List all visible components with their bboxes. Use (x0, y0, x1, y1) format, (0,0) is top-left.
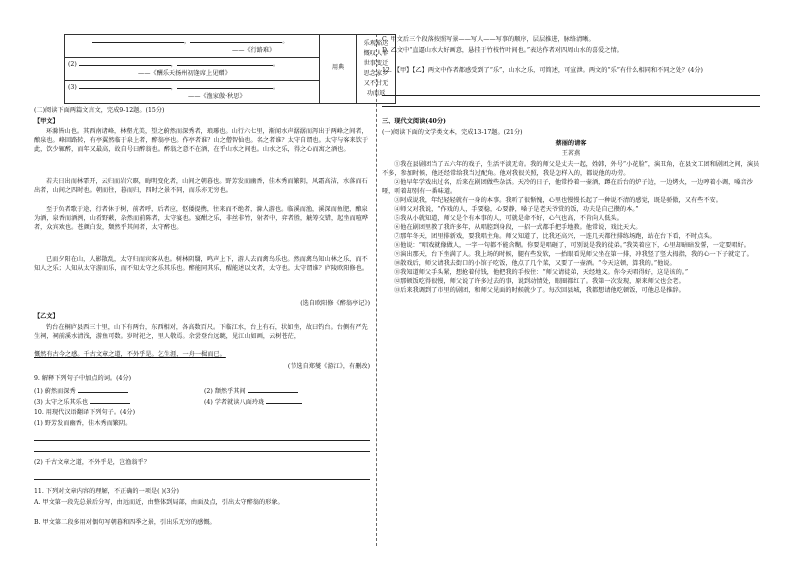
jia-paragraph-3: 至于负者歌于途，行者休于树，前者呼，后者应，伛偻提携，往来而不绝者，滁人游也。临溪而渔，溪深而鱼肥，酿泉为酒，泉香而酒洌，山肴野蔌，杂然而前陈者，太守宴也。宴酣之乐，非丝非竹，射者中，弈者胜，觥筹交错，起坐而喧哗者，众宾欢也。苍颜白发，颓然乎其间者，太守醉也。 (34, 206, 369, 231)
q9-2: (2) 颓然乎其间 (204, 386, 370, 397)
answer-blank[interactable] (78, 386, 128, 393)
answer-blank[interactable] (248, 386, 298, 393)
q9-3: (3) 太守之乐其乐也 (34, 397, 204, 408)
q11-option-c[interactable]: C. 甲文后三个段落按照写景——写人——写事的顺序，层层推进，脉络清晰。 (382, 36, 595, 43)
story-paragraph: ⑫那顿饭吃得很慢，师父说了许多过去的事，说到动情处，眼圈都红了。我第一次发现，原来师父也会老。 (394, 277, 685, 285)
jia-paragraph-4: 已而夕阳在山，人影散乱，太守归而宾客从也。树林阴翳，鸣声上下，游人去而禽鸟乐也。然而禽鸟知山林之乐，而不知人之乐；人知从太守游而乐，而不知太守之乐其乐也。醉能同其乐，醒能述以文者，太守也。太守谓谁？庐陵欧阳修也。 (34, 256, 369, 272)
middle-label: 用典 (320, 35, 357, 104)
story-paragraph: ④师父对我说，“作戏的人，手要稳，心要静，嗓子是老天爷赏的饭，功夫是自己攒的本。” (394, 205, 639, 213)
story-author: 王茗燕 (561, 150, 581, 157)
story-paragraph: ⑧他说：“唱戏就像做人，一字一句都不能含糊。你要是唱砸了，可别说是我的徒弟。”我笑着应下，心里却暗暗发誓，一定要唱好。 (394, 241, 750, 249)
row1-content: ， 。 ——《行路难》 (89, 35, 320, 58)
jia-paragraph-1: 环滁皆山也。其西南诸峰，林壑尤美，望之蔚然而深秀者，琅琊也。山行六七里，渐闻水声潺潺而泻出于两峰之间者，酿泉也。峰回路转，有亭翼然临于泉上者，醉翁亭也。作亭者谁？山之僧智仙也。名之者谁？太守自谓也。太守与客来饮于此，饮少辄醉，而年又最高，故自号曰醉翁也。醉翁之意不在酒，在乎山水之间也。山水之乐，得之心而寓之酒也。 (34, 128, 369, 153)
jia-paragraph-2: 若夫日出而林霏开，云归而岩穴暝，晦明变化者，山间之朝暮也。野芳发而幽香，佳木秀而繁阴，风霜高洁，水落而石出者，山间之四时也。朝而往，暮而归，四时之景不同，而乐亦无穷也。 (34, 178, 368, 194)
story-paragraph: ⑪我知道师父手头紧，想抢着付钱，他把我的手按住：“师父请徒弟，天经地义。你今天唱得好，这是该的。” (394, 268, 689, 276)
jia-source: (选自欧阳修《醉翁亭记》) (300, 300, 370, 307)
q11-option-a[interactable]: A. 甲文第一段先总景后分写，由远而近，由整体到局部，由面及点，引出太守醉翁的形象。 (34, 499, 284, 506)
row3-source: ——《渔家傲·秋思》 (188, 92, 246, 100)
story-paragraph: ⑩散戏后，师父请我去街口的小馆子吃饭，他点了几个菜，又要了一壶酒。“今天这顿，算我的。”他说。 (394, 259, 676, 267)
row2-source: ——《酬乐天扬州初逢席上见赠》 (138, 69, 231, 77)
section3-sub1: (一)阅读下面的文学类文本，完成13-17题。(21分) (382, 129, 523, 136)
story-paragraph: ⑬后来我调到了市里的剧团，和师父见面的时候就少了。每次回县城，我都想请他吃顿饭，可他总是推辞。 (394, 286, 685, 294)
q11-option-b[interactable]: B. 甲文第二段多用对偶句写朝暮和四季之景，引出乐无穷的感慨。 (34, 519, 216, 526)
answer-line[interactable] (382, 100, 760, 107)
q9-4: (4) 学者就读八面玲珑 (204, 397, 370, 408)
jia-label: 【甲文】 (34, 118, 59, 125)
yi-paragraph-1: 钓台在桐庐县西三十里，山下有两台，东西相对，各高数百尺。下临江水，台上有石，状如坐，故曰钓台。台侧有严先生祠，祠前溪水清浅，游鱼可数。岁时祀之，里人敬焉。余尝登台远眺，见江山如画，云树苍茫， (34, 324, 368, 340)
section3-title: 三、现代文阅读(40分) (382, 118, 446, 125)
yi-label: 【乙文】 (34, 313, 59, 320)
answer-line[interactable] (34, 473, 370, 480)
section2-title: (二)阅读下面两篇文言文，完成9-12题。(15分) (34, 107, 165, 114)
story-title: 蔡丽的请客 (555, 140, 587, 147)
yi-source: (节选自郑燮《游江》，有删改) (287, 363, 370, 370)
answer-blank[interactable] (79, 59, 171, 66)
q9: 9. 解释下列句子中加点的词。(4分) (34, 375, 132, 382)
story-paragraph: ②他早年学戏出过名，后来在剧团做些杂活。天冷的日子，他常拎着一壶酒，蹲在后台的炉子边，一边烤火，一边哼着小调，嗓音沙哑，听着却别有一番味道。 (382, 178, 753, 195)
q10: 10. 用现代汉语翻译下列句子。(4分) (34, 409, 136, 416)
q10-2: (2) 千古文章之道，不外乎是，岂渔翁乎？ (34, 459, 150, 466)
answer-blank[interactable] (190, 36, 282, 43)
answer-line[interactable] (382, 89, 760, 96)
yi-paragraph-2: 慨然有古今之感。千古文章之道，不外乎是。乞生涯，一舟一楫而已。 (34, 351, 226, 358)
row3-content: (3) ， 。 ——《渔家傲·秋思》 (65, 80, 320, 103)
q11: 11. 下列对文章内容的理解，不正确的一项是( )(3分) (34, 488, 179, 495)
q12: 12. 【甲】【乙】两文中作者都感受到了“乐”，山水之乐，可简述，可宣泄。两文的“乐”有什么相同和不同之处？(4分) (382, 67, 703, 74)
column-divider (376, 34, 377, 546)
answer-line[interactable] (34, 445, 370, 452)
answer-line[interactable] (34, 434, 370, 441)
answer-blank[interactable] (266, 397, 302, 404)
poem-table (64, 34, 396, 104)
story-paragraph: ⑦那年冬天，团里排新戏，要我唱主角。师父知道了，比我还高兴，一连几天都往排练场跑，站在台下看，不时点头。 (394, 232, 716, 240)
q11-option-d[interactable]: D. 乙文中“直逼山水大好画意，悬挂于竹枝竹叶间也。”表达作者对四周山水的喜爱之情。 (382, 47, 623, 54)
story-paragraph: ③阿成说我，年纪轻轻就有一身的本事。我听了很惭愧，心里也慢慢长起了一种说不清的感觉，既是骄傲，又有些不安。 (394, 196, 722, 204)
answer-blank[interactable] (90, 397, 130, 404)
row1-num (65, 35, 90, 58)
row2-content: (2) ， 。 ——《酬乐天扬州初逢席上见赠》 (65, 57, 320, 80)
answer-blank[interactable] (177, 59, 273, 66)
row1-source: ——《行路难》 (232, 46, 276, 54)
story-paragraph: ⑨演出那天，台下坐满了人。我上场的时候，腿有些发软，一抬眼看见师父坐在第一排，冲我竖了竖大拇指，我的心一下子就定了。 (394, 250, 753, 258)
answer-blank[interactable] (79, 82, 171, 89)
q10-1: (1) 野芳发而幽香，佳木秀而繁阴。 (34, 420, 132, 427)
q9-1: (1) 蔚然而深秀 (34, 386, 204, 397)
story-paragraph: ①我在县剧团当了五六年的戏子，生活平淡无奇。我的师父是丈夫一起，姓韩，外号“小花脸”，演丑角，在县文工团和剧团之间，演员不多，参加时候，他还经常给我当过配角。他对我很关照，我是怎样入的，都说他的功劳。 (382, 161, 760, 177)
answer-blank[interactable] (177, 82, 273, 89)
story-paragraph: ⑤我从小就知道，师父是个有本事的人，可就是命不好，心气也高，不肯向人低头。 (394, 214, 623, 222)
right-labels: 乐观豁达 慨叹人非 世事变迁 思念家乡 又不甘无 功而返 (357, 35, 396, 104)
story-body (382, 161, 760, 296)
answer-blank[interactable] (92, 36, 184, 43)
story-paragraph: ⑥他在剧团里教了我许多年，从唱腔到身段，一招一式都手把手地教。他常说，戏比天大。 (394, 223, 642, 231)
